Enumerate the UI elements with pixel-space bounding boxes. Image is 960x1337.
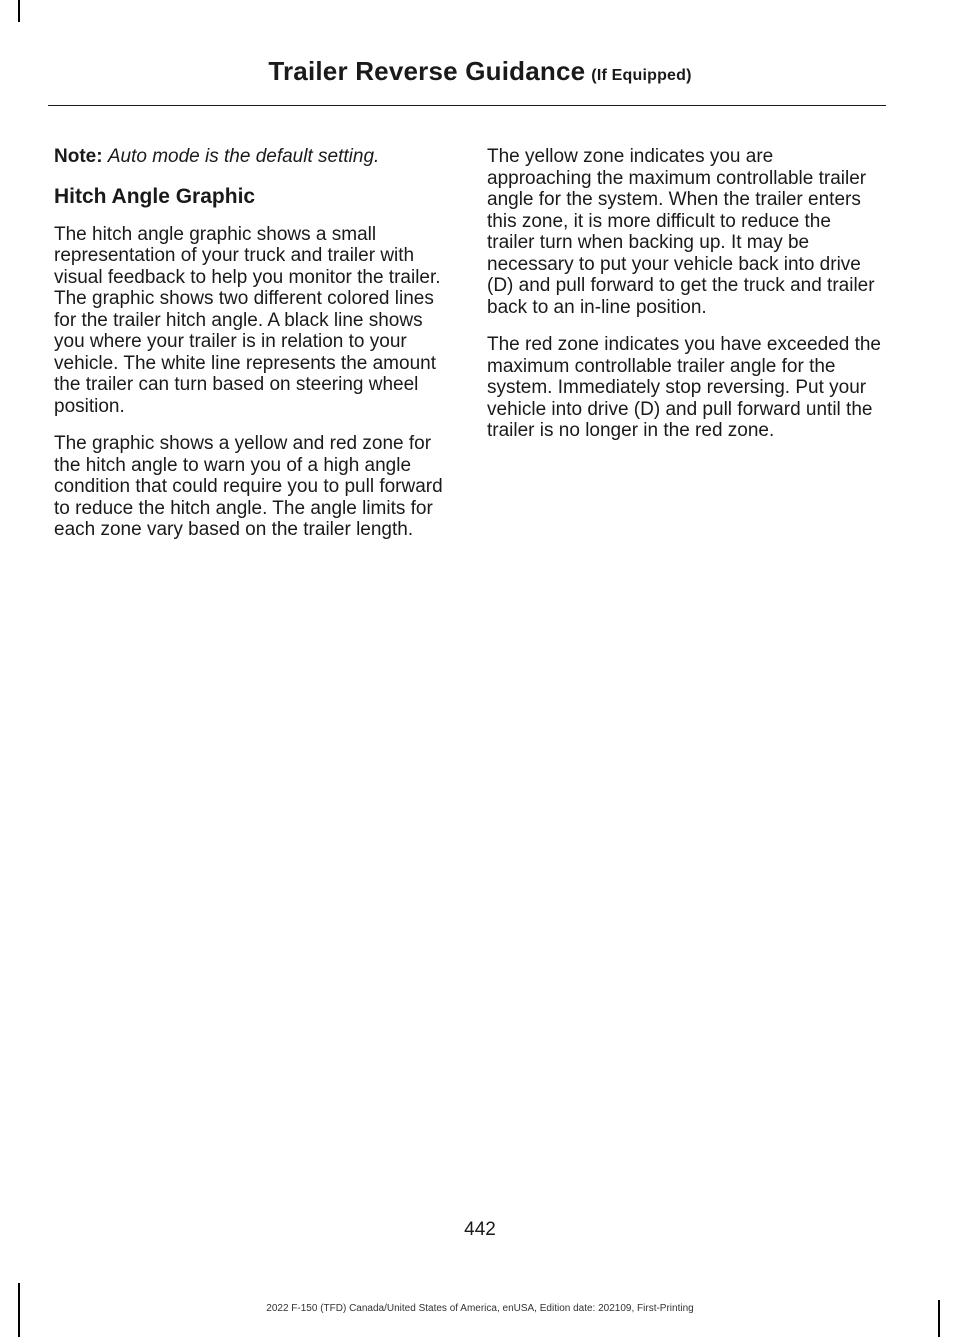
page-title-subtitle: (If Equipped) xyxy=(591,67,692,84)
paragraph: The graphic shows a yellow and red zone for the hitch angle to warn you of a high angle condition that could require you to pull forward to reduce the hitch angle. The angle limits for each zone vary based on the trailer length. xyxy=(54,433,443,540)
footer-edition-info: 2022 F-150 (TFD) Canada/United States of America, enUSA, Edition date: 202109, First-Printing xyxy=(266,1303,694,1314)
page-number: 442 xyxy=(464,1219,496,1240)
paragraph: The hitch angle graphic shows a small representation of your truck and trailer with visual feedback to help you monitor the trailer. The graphic shows two different colored lines for the trailer hitch angle. A black line shows you where your trailer is in relation to your vehicle. The white line represents the amount the trailer can turn based on steering wheel position. xyxy=(54,223,441,417)
crop-mark-top-left xyxy=(18,0,20,22)
note-text: Auto mode is the default setting. xyxy=(107,146,380,167)
section-heading: Hitch Angle Graphic xyxy=(54,184,256,208)
paragraph: The yellow zone indicates you are approaching the maximum controllable trailer angle for the system. When the trailer enters this zone, it is more difficult to reduce the trailer turn when backing up. It may be necessary to put your vehicle back into drive (D) and pull forward to get the truck and trailer back to an in-line position. xyxy=(487,146,875,318)
note-label: Note: xyxy=(54,146,103,167)
left-column xyxy=(54,146,448,557)
page-title-text: Trailer Reverse Guidance xyxy=(268,56,586,86)
paragraph: The red zone indicates you have exceeded the maximum controllable trailer angle for the system. Immediately stop reversing. Put your vehicle into drive (D) and pull forward until the trailer is no longer in the red zone. xyxy=(487,334,881,441)
right-column xyxy=(487,146,881,458)
note xyxy=(54,146,448,168)
page-title xyxy=(0,56,960,87)
header-divider xyxy=(48,105,886,106)
